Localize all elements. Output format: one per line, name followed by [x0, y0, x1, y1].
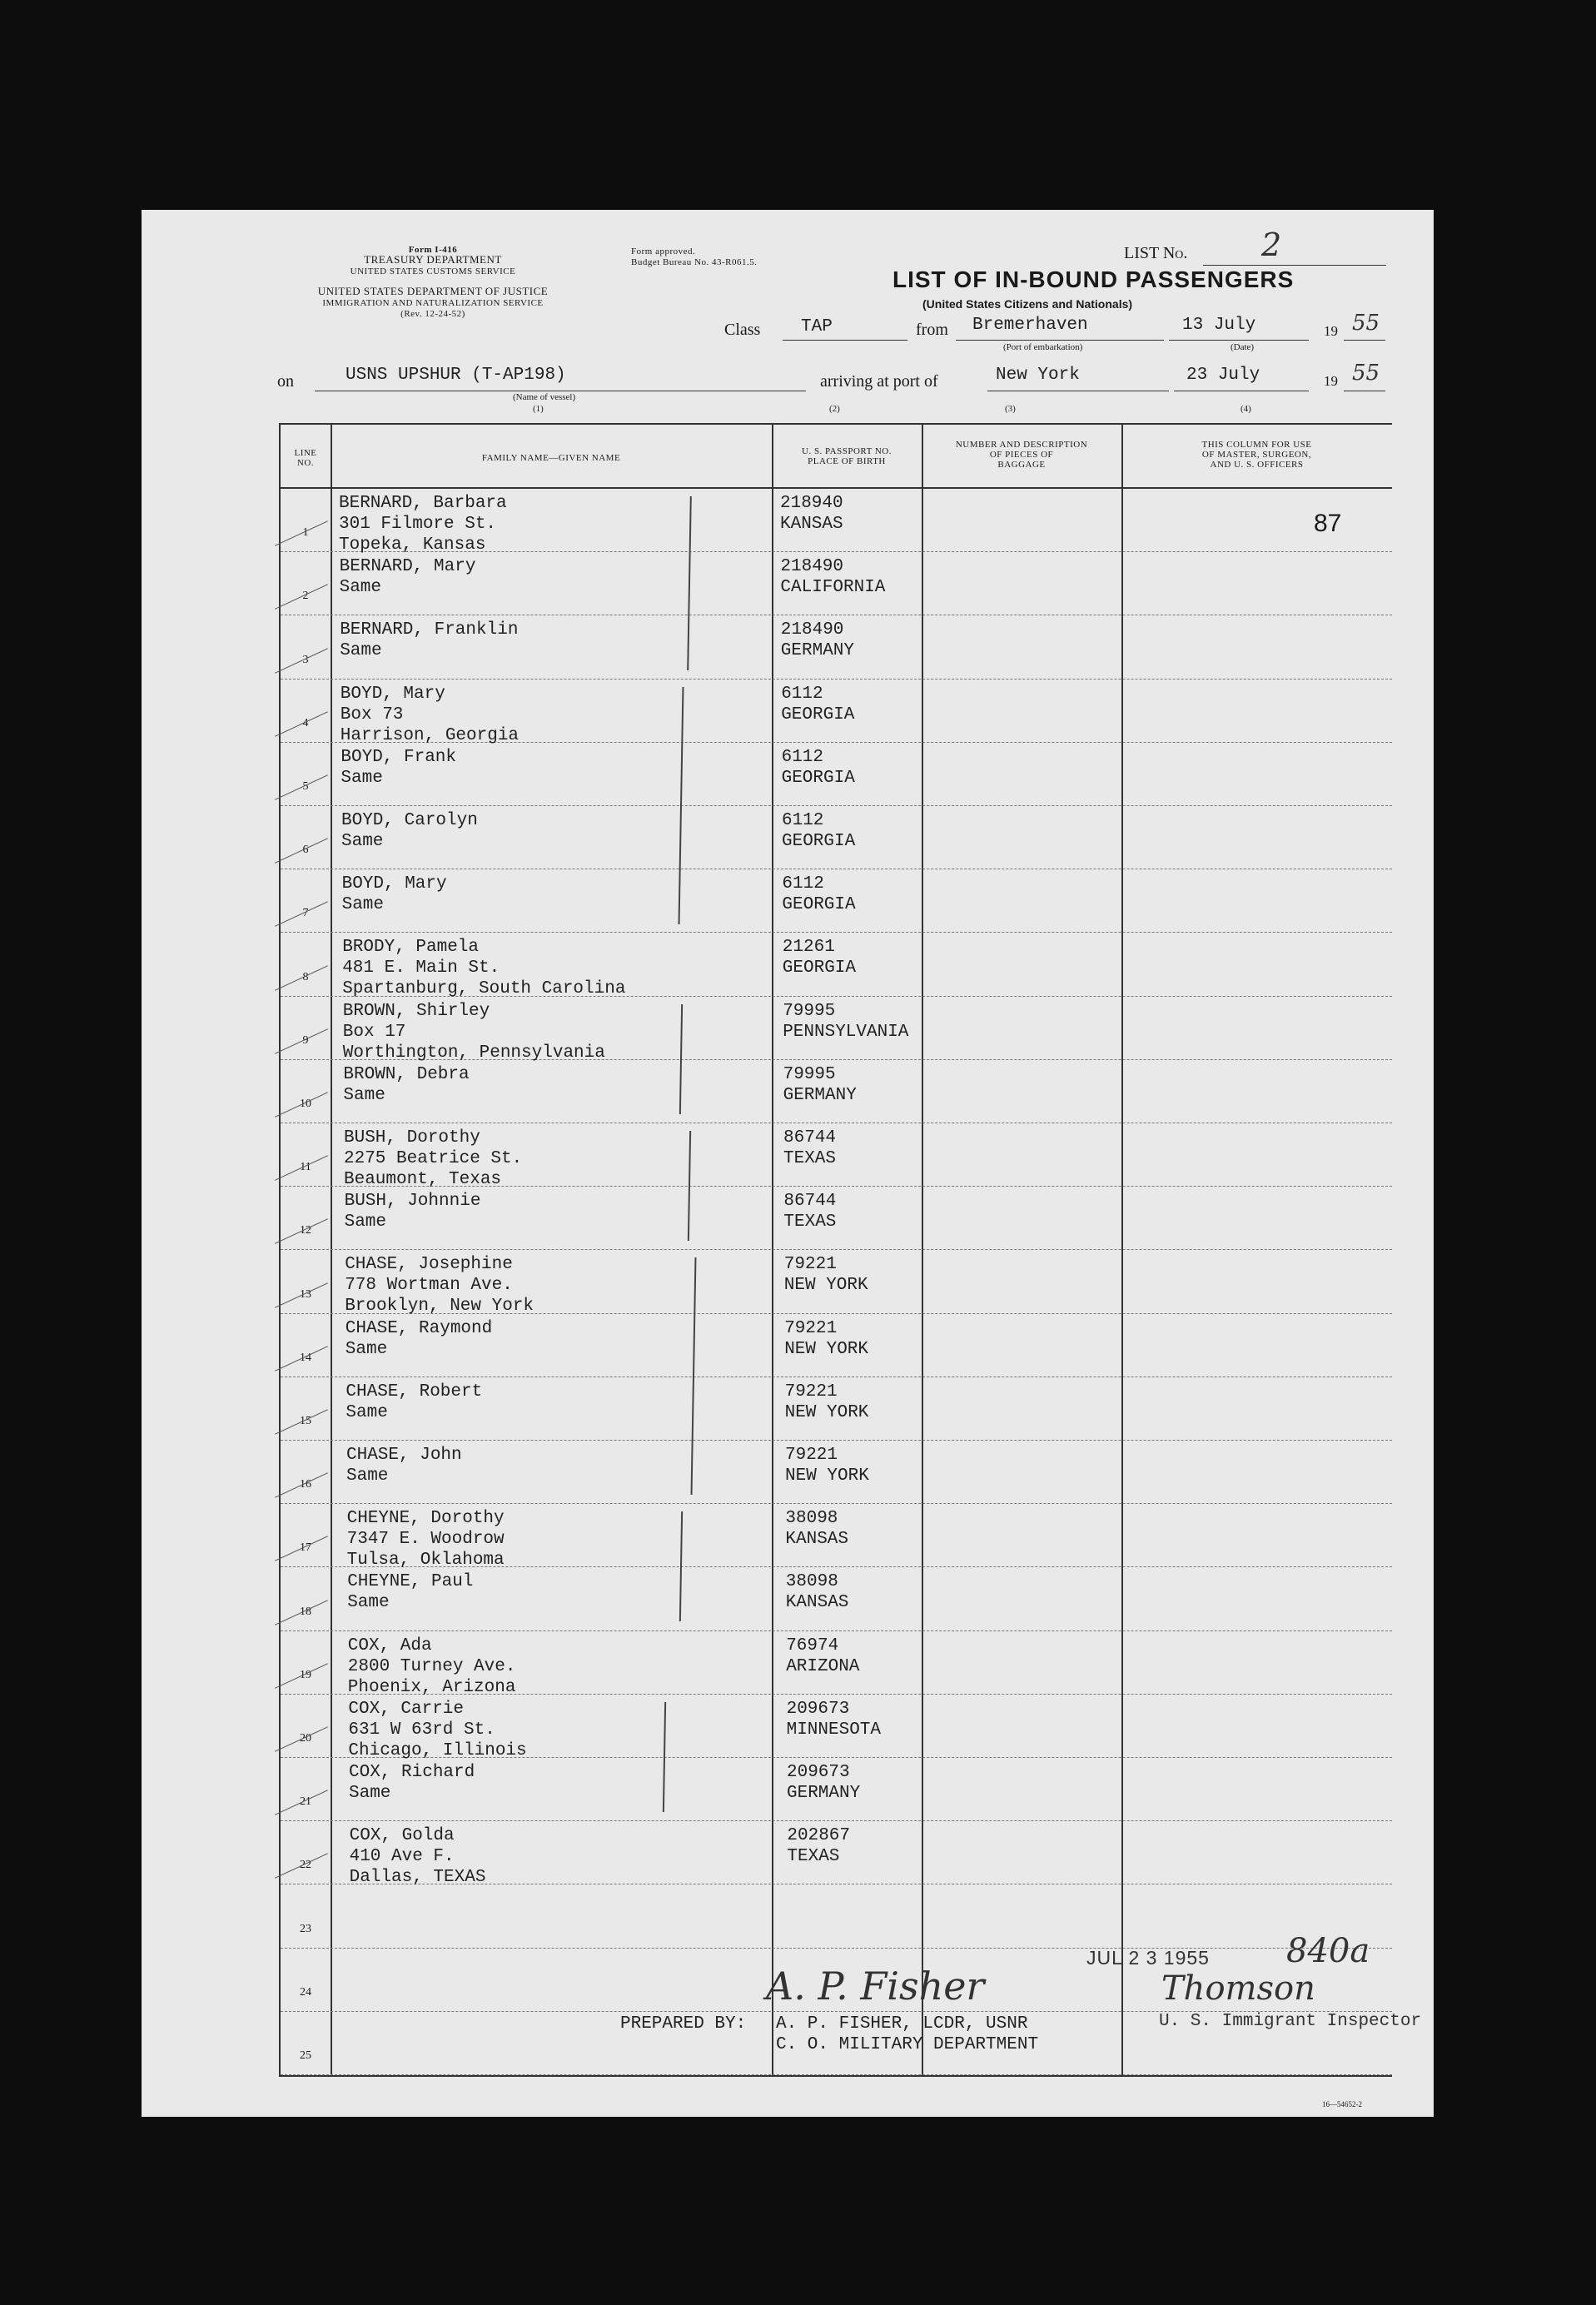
- passenger-entry: BERNARD, Barbara 301 Filmore St. Topeka, Kansas: [339, 494, 507, 555]
- caption-3: (3): [1005, 404, 1016, 414]
- passport-place-of-birth: 38098 KANSAS: [785, 1572, 849, 1613]
- line-number: 23: [300, 1922, 311, 1935]
- row-rule: [281, 932, 1392, 933]
- passenger-entry: BERNARD, Franklin Same: [340, 620, 519, 661]
- line-number: 13: [300, 1287, 311, 1301]
- port-embark-caption: (Port of embarkation): [1003, 342, 1083, 352]
- line-number: 3: [302, 653, 309, 666]
- passenger-entry: COX, Richard Same: [349, 1763, 475, 1803]
- passport-place-of-birth: 202867 TEXAS: [787, 1826, 851, 1867]
- passport-place-of-birth: 79221 NEW YORK: [784, 1318, 869, 1359]
- line-number: 2: [302, 590, 309, 603]
- prepared-by-name: A. P. FISHER, LCDR, USNR: [776, 2014, 1028, 2034]
- line-number: 24: [300, 1985, 311, 1999]
- header-baggage: NUMBER AND DESCRIPTION OF PIECES OF BAGGAGE: [955, 440, 1088, 470]
- line-number: 7: [302, 907, 309, 920]
- passenger-entry: CHASE, Raymond Same: [345, 1318, 493, 1359]
- form-approved: Form approved.: [631, 246, 696, 256]
- line-number: 15: [300, 1415, 311, 1427]
- passenger-entry: BERNARD, Mary Same: [339, 557, 476, 598]
- line-number: 16: [300, 1478, 311, 1491]
- list-no-label: LIST No.: [1124, 244, 1188, 262]
- header-passport: U. S. PASSPORT NO. PLACE OF BIRTH: [802, 446, 892, 466]
- passport-place-of-birth: 209673 MINNESOTA: [786, 1699, 882, 1740]
- row-rule: [281, 2074, 1392, 2075]
- passport-place-of-birth: 79221 NEW YORK: [785, 1446, 869, 1486]
- row-rule: [281, 805, 1392, 806]
- header-officers: THIS COLUMN FOR USE OF MASTER, SURGEON, AND U. S. OFFICERS: [1201, 440, 1312, 470]
- line-number: 4: [302, 716, 309, 729]
- budget-bureau: Budget Bureau No. 43-R061.5.: [631, 257, 758, 267]
- customs-service: UNITED STATES CUSTOMS SERVICE: [350, 266, 516, 276]
- date-caption: (Date): [1231, 342, 1255, 352]
- from-label: from: [916, 321, 948, 339]
- passenger-entry: COX, Carrie 631 W 63rd St. Chicago, Illinois: [348, 1699, 527, 1760]
- line-number: 9: [302, 1033, 309, 1047]
- vessel-caption: (Name of vessel): [513, 392, 576, 402]
- passport-place-of-birth: 209673 GERMANY: [787, 1763, 861, 1803]
- port-of-embarkation: Bremerhaven: [972, 316, 1088, 335]
- handwritten-time: 840a: [1286, 1932, 1370, 1970]
- passenger-table: [279, 423, 1392, 2077]
- line-number: 25: [300, 2049, 311, 2062]
- passport-place-of-birth: 6112 GEORGIA: [782, 874, 856, 915]
- arrival-date: 23 July: [1186, 366, 1260, 385]
- passenger-entry: BUSH, Dorothy 2275 Beatrice St. Beaumont, Texas: [344, 1128, 523, 1189]
- passenger-entry: CHEYNE, Dorothy 7347 E. Woodrow Tulsa, Oklahoma: [346, 1509, 505, 1571]
- line-number: 8: [302, 970, 309, 983]
- form-subtitle: (United States Citizens and Nationals): [922, 297, 1133, 311]
- line-number: 14: [300, 1351, 311, 1364]
- passenger-entry: BROWN, Debra Same: [343, 1064, 470, 1105]
- prepared-by-label: PREPARED BY:: [620, 2014, 747, 2034]
- caption-2: (2): [829, 404, 840, 414]
- row-rule: [281, 679, 1392, 680]
- form-revision: (Rev. 12-24-52): [400, 309, 465, 319]
- line-number: 12: [300, 1224, 311, 1237]
- line-number: 11: [300, 1161, 311, 1174]
- row-rule: [281, 1249, 1392, 1250]
- passenger-entry: BRODY, Pamela 481 E. Main St. Spartanburg, South Carolina: [342, 938, 626, 999]
- row-rule: [281, 1440, 1392, 1441]
- line-number: 18: [300, 1605, 311, 1618]
- passport-place-of-birth: 86744 TEXAS: [783, 1192, 837, 1232]
- passport-place-of-birth: 218940 KANSAS: [780, 494, 843, 534]
- arrival-year: 55: [1352, 361, 1380, 386]
- passenger-entry: BOYD, Frank Same: [341, 747, 457, 788]
- embark-date: 13 July: [1182, 316, 1256, 335]
- caption-1: (1): [533, 404, 544, 414]
- treasury-dept: TREASURY DEPARTMENT: [364, 253, 502, 266]
- passport-place-of-birth: 79995 GERMANY: [783, 1064, 857, 1105]
- line-number: 20: [300, 1732, 311, 1745]
- officer-signature: A. P. Fisher: [766, 1964, 985, 2009]
- line-number: 6: [302, 844, 309, 857]
- on-label: on: [277, 372, 294, 391]
- passport-place-of-birth: 79995 PENNSYLVANIA: [783, 1001, 909, 1042]
- passport-place-of-birth: 218490 GERMANY: [780, 620, 855, 661]
- passport-place-of-birth: 21261 GEORGIA: [782, 938, 857, 978]
- passenger-entry: BOYD, Mary Same: [341, 874, 447, 915]
- arriving-label: arriving at port of: [820, 372, 938, 391]
- header-line-no: LINE NO.: [294, 448, 317, 468]
- line-number: 1: [302, 526, 309, 540]
- passenger-entry: COX, Ada 2800 Turney Ave. Phoenix, Arizona: [347, 1635, 516, 1697]
- row-rule: [281, 1820, 1392, 1821]
- prepared-by-dept: C. O. MILITARY DEPARTMENT: [776, 2035, 1039, 2054]
- line-number: 22: [300, 1859, 311, 1872]
- passport-place-of-birth: 79221 NEW YORK: [783, 1255, 868, 1296]
- passport-place-of-birth: 76974 ARIZONA: [786, 1635, 860, 1676]
- row-rule: [281, 1630, 1392, 1631]
- passport-place-of-birth: 6112 GEORGIA: [782, 811, 856, 851]
- inspector-signature: Thomson: [1161, 1969, 1315, 2008]
- passenger-entry: BOYD, Carolyn Same: [341, 811, 478, 851]
- line-number: 5: [302, 780, 309, 793]
- form-title: LIST OF IN-BOUND PASSENGERS: [892, 266, 1295, 292]
- footer-code: 16—54652-2: [1322, 2100, 1362, 2108]
- class-value: TAP: [801, 317, 833, 336]
- header-name: FAMILY NAME—GIVEN NAME: [481, 453, 621, 463]
- row-rule: [281, 1503, 1392, 1504]
- family-bracket-stroke: [687, 496, 692, 670]
- justice-dept: UNITED STATES DEPARTMENT OF JUSTICE: [317, 285, 549, 297]
- embark-year: 55: [1352, 311, 1380, 336]
- inspector-label: U. S. Immigrant Inspector: [1159, 2012, 1422, 2031]
- vessel-name: USNS UPSHUR (T-AP198): [346, 366, 566, 385]
- row-rule: [281, 1948, 1392, 1949]
- line-number: 19: [300, 1668, 311, 1681]
- inspection-stamp-date: JUL 2 3 1955: [1086, 1947, 1210, 1969]
- immigration-service: IMMIGRATION AND NATURALIZATION SERVICE: [322, 298, 544, 308]
- passport-place-of-birth: 86744 TEXAS: [783, 1128, 837, 1168]
- passenger-entry: CHEYNE, Paul Same: [347, 1572, 474, 1613]
- line-number: 17: [300, 1541, 311, 1555]
- class-label: Class: [724, 321, 761, 339]
- year-prefix: 19: [1324, 323, 1338, 339]
- caption-4: (4): [1241, 404, 1251, 414]
- list-no-value: 2: [1261, 227, 1282, 263]
- officer-note: 87: [1314, 510, 1342, 537]
- passport-place-of-birth: 6112 GEORGIA: [781, 747, 855, 788]
- passenger-entry: COX, Golda 410 Ave F. Dallas, TEXAS: [349, 1826, 486, 1888]
- passport-place-of-birth: 79221 NEW YORK: [784, 1382, 869, 1422]
- passenger-entry: CHASE, John Same: [346, 1446, 462, 1486]
- year-prefix-2: 19: [1324, 373, 1338, 389]
- form-number: Form I-416: [408, 245, 458, 255]
- passenger-entry: CHASE, Josephine 778 Wortman Ave. Brooklyn, New York: [345, 1255, 534, 1317]
- passenger-entry: BUSH, Johnnie Same: [344, 1192, 481, 1232]
- passenger-entry: BOYD, Mary Box 73 Harrison, Georgia: [340, 684, 520, 745]
- passenger-entry: CHASE, Robert Same: [346, 1382, 483, 1422]
- passport-place-of-birth: 6112 GEORGIA: [781, 684, 855, 724]
- passport-place-of-birth: 38098 KANSAS: [785, 1509, 849, 1550]
- line-number: 21: [300, 1795, 311, 1809]
- line-number: 10: [300, 1098, 311, 1110]
- arrival-port: New York: [996, 366, 1080, 385]
- passport-place-of-birth: 218490 CALIFORNIA: [780, 557, 886, 598]
- passenger-entry: BROWN, Shirley Box 17 Worthington, Pennsylvania: [342, 1001, 605, 1063]
